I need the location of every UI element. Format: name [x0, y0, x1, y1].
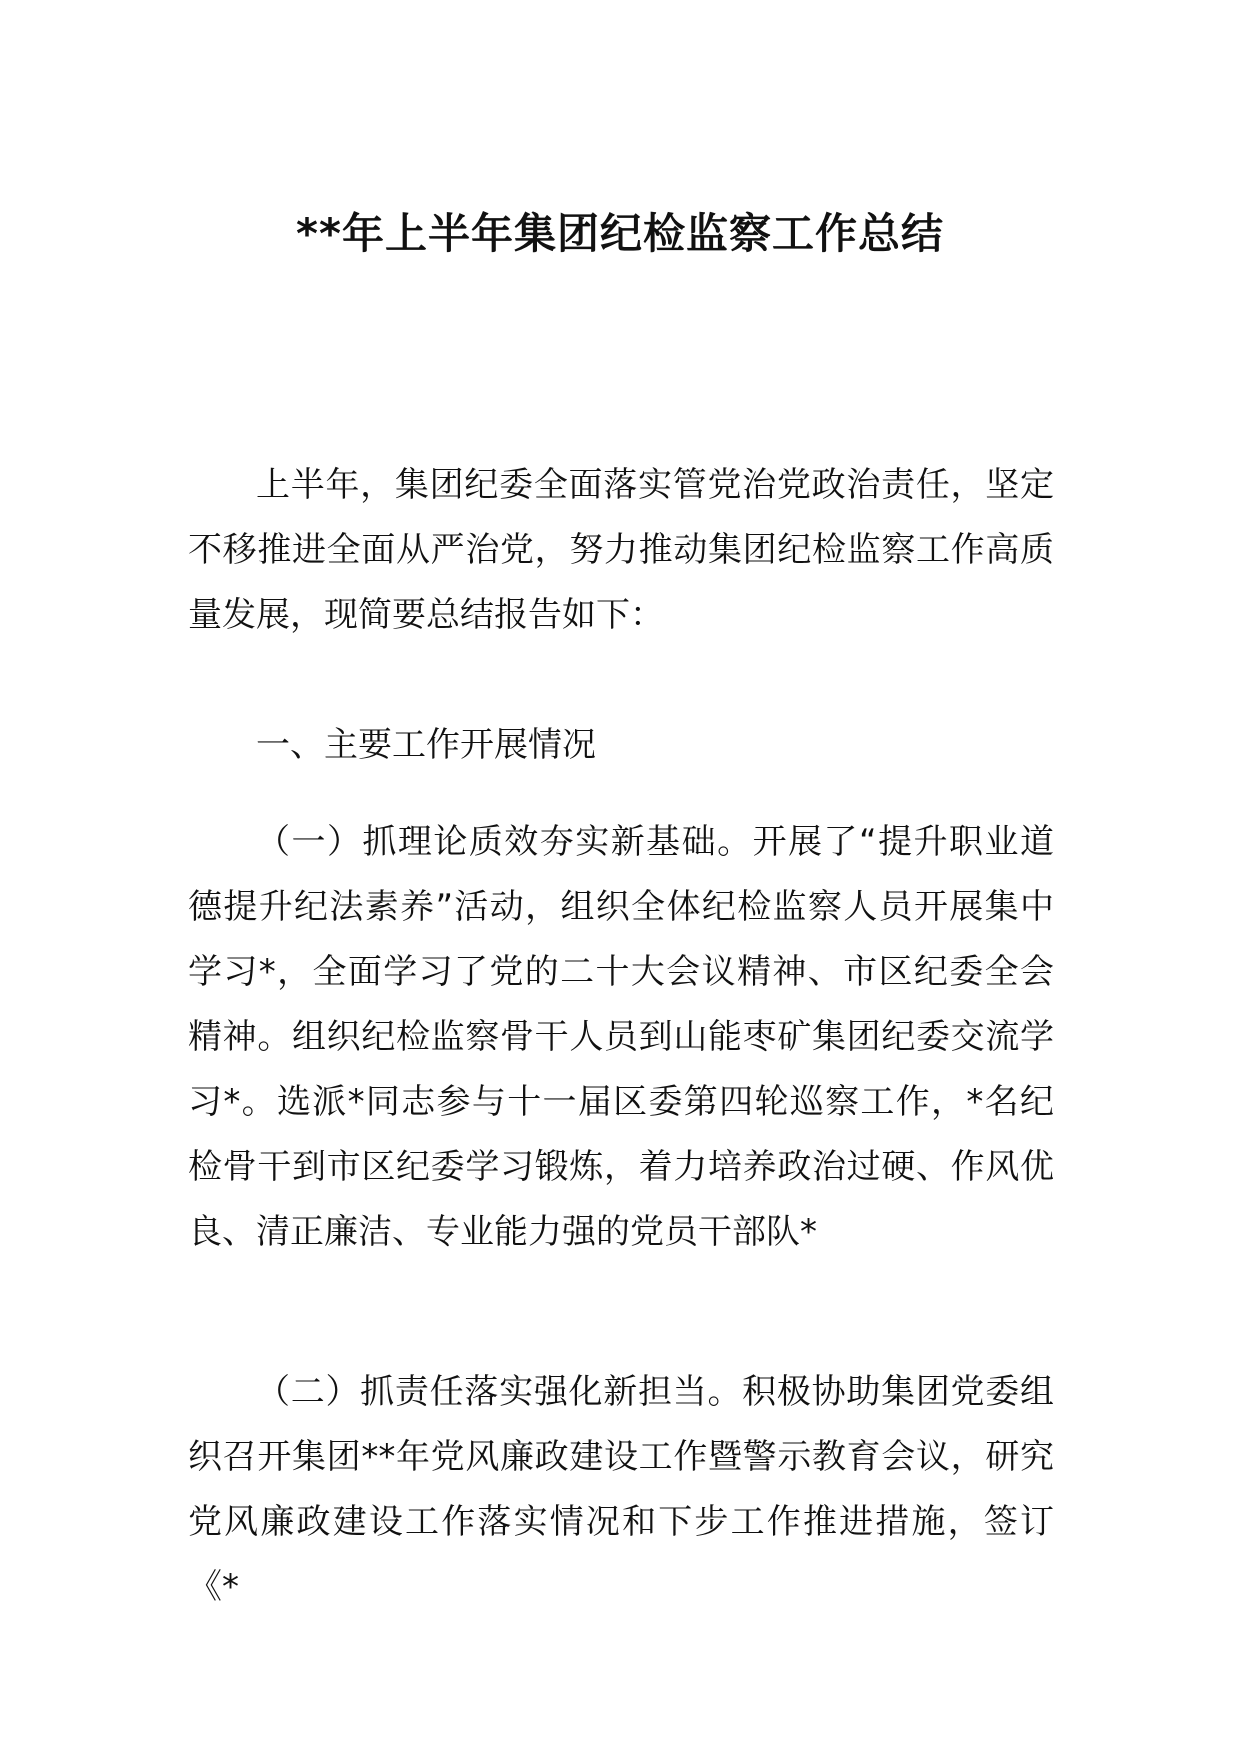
section-heading: 一、主要工作开展情况	[256, 725, 596, 765]
item-1-paragraph: （一）抓理论质效夯实新基础。开展了“提升职业道德提升纪法素养”活动，组织全体纪检监察人员开展集中学习*，全面学习了党的二十大会议精神、市区纪委全会精神。组织纪检监察骨干人员到山能枣矿集团纪委交流学习*。选派*同志参与十一届区委第四轮巡察工作，*名纪检骨干到市区纪委学习锻炼，着力培养政治过硬、作风优良、清正廉洁、专业能力强的党员干部队*	[188, 822, 1054, 1252]
intro-paragraph: 上半年，集团纪委全面落实管党治党政治责任，坚定不移推进全面从严治党，努力推动集团纪检监察工作高质量发展，现简要总结报告如下：	[188, 465, 1054, 635]
document-title: **年上半年集团纪检监察工作总结	[296, 209, 944, 258]
item-2-paragraph: （二）抓责任落实强化新担当。积极协助集团党委组织召开集团**年党风廉政建设工作暨警示教育会议，研究党风廉政建设工作落实情况和下步工作推进措施，签订《*	[188, 1372, 1054, 1607]
